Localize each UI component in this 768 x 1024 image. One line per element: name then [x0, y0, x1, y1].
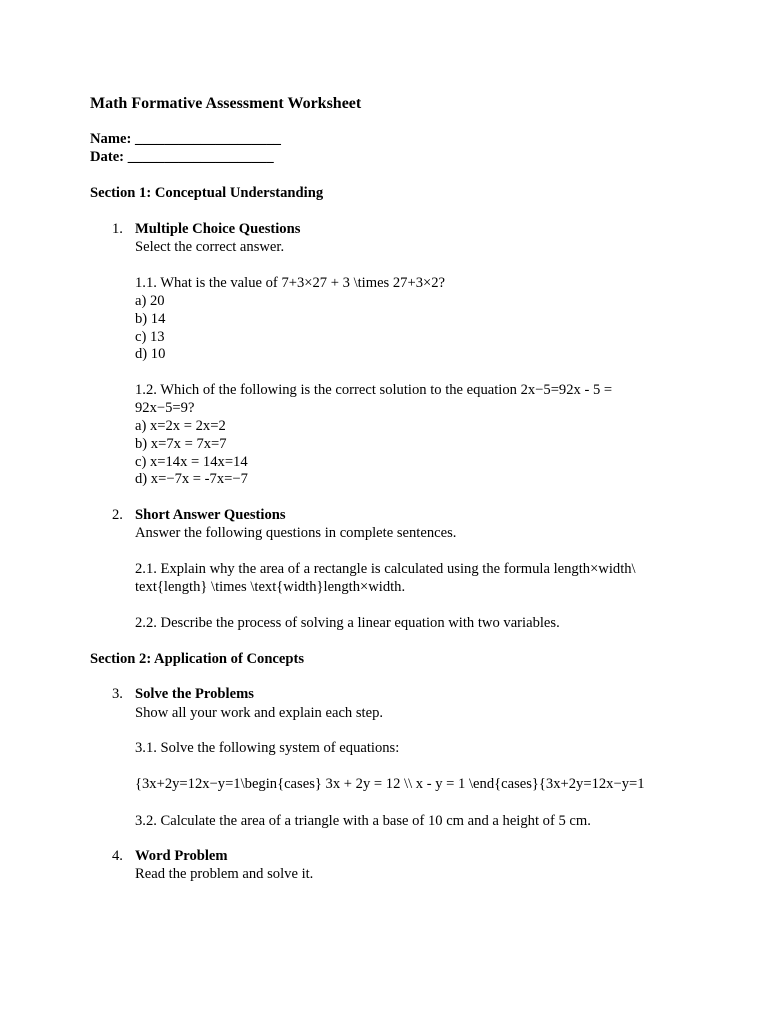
q4-heading: Word Problem: [135, 848, 228, 864]
q2-1-question-line2: text{length} \times \text{width}length×width.: [135, 579, 406, 595]
q1-2-option-c: c) x=14x = 14x=14: [135, 454, 248, 470]
date-blank: ____________________: [127, 149, 274, 165]
q3-instruction: Show all your work and explain each step.: [135, 705, 384, 721]
q1-2-option-b: b) x=7x = 7x=7: [135, 436, 227, 452]
q2-2-question: 2.2. Describe the process of solving a linear equation with two variables.: [135, 615, 560, 631]
q4-number: 4.: [112, 848, 123, 864]
date-label: Date:: [90, 149, 125, 165]
q2-instruction: Answer the following questions in complete sentences.: [135, 525, 457, 541]
page-title: Math Formative Assessment Worksheet: [90, 95, 362, 112]
section-2-heading: Section 2: Application of Concepts: [90, 651, 305, 667]
q2-heading: Short Answer Questions: [135, 507, 286, 523]
q1-1-option-d: d) 10: [135, 346, 166, 362]
q1-1-question: 1.1. What is the value of 7+3×27 + 3 \times 27+3×2?: [135, 275, 446, 291]
q1-heading: Multiple Choice Questions: [135, 221, 301, 237]
q4-instruction: Read the problem and solve it.: [135, 866, 314, 882]
q3-2-question: 3.2. Calculate the area of a triangle with a base of 10 cm and a height of 5 cm.: [135, 813, 591, 829]
q1-instruction: Select the correct answer.: [135, 239, 285, 255]
q1-1-option-c: c) 13: [135, 329, 165, 345]
q1-number: 1.: [112, 221, 123, 237]
name-blank: ____________________: [135, 131, 281, 147]
q1-2-question-line2: 92x−5=9?: [135, 400, 195, 416]
q3-heading: Solve the Problems: [135, 686, 254, 702]
q2-1-question-line1: 2.1. Explain why the area of a rectangle is calculated using the formula length×width\: [135, 561, 636, 577]
q3-1-system: {3x+2y=12x−y=1\begin{cases} 3x + 2y = 12 \\ x - y = 1 \end{cases}{3x+2y=12x−y=1: [135, 776, 645, 792]
q1-1-option-a: a) 20: [135, 293, 165, 309]
q1-1-option-b: b) 14: [135, 311, 166, 327]
q2-number: 2.: [112, 507, 123, 523]
q3-number: 3.: [112, 686, 123, 702]
q1-2-question-line1: 1.2. Which of the following is the correct solution to the equation 2x−5=92x - 5 =: [135, 382, 613, 398]
name-field: [90, 131, 281, 149]
date-field: [90, 149, 274, 167]
q3-1-question: 3.1. Solve the following system of equations:: [135, 740, 400, 756]
section-1-heading: Section 1: Conceptual Understanding: [90, 185, 324, 201]
name-label: Name:: [90, 131, 132, 147]
q1-2-option-d: d) x=−7x = -7x=−7: [135, 471, 248, 487]
q1-2-option-a: a) x=2x = 2x=2: [135, 418, 226, 434]
